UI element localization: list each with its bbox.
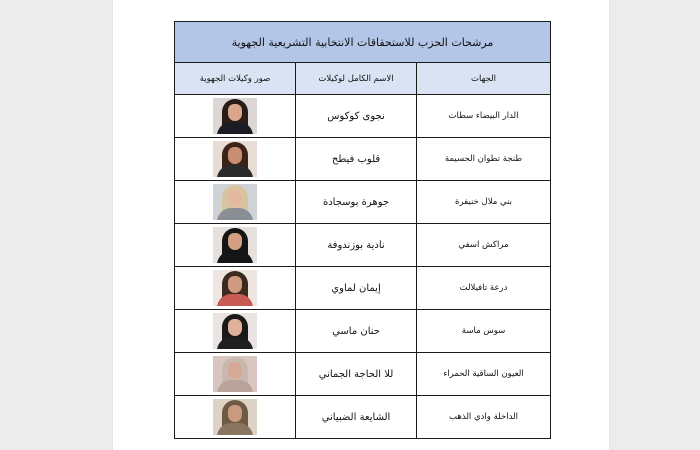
photo-face: [228, 190, 242, 207]
region-cell: سوس ماسة: [417, 310, 551, 353]
photo-cell: [175, 353, 296, 396]
region-cell: العيون الساقية الحمراء: [417, 353, 551, 396]
photo-face: [228, 276, 242, 293]
table-row: [175, 224, 551, 267]
photo-cell: [175, 95, 296, 138]
photo-face: [228, 104, 242, 121]
table-body: [175, 95, 551, 439]
photo-face: [228, 233, 242, 250]
table-row: [175, 353, 551, 396]
table-header-row: [175, 63, 551, 95]
name-cell: قلوب فيطح: [296, 138, 417, 181]
photo-cell: [175, 396, 296, 439]
name-cell: للا الحاجة الجماني: [296, 353, 417, 396]
table-title: مرشحات الحزب للاستحقاقات الانتخابية التشريعية الجهوية: [175, 22, 551, 63]
table-row: [175, 95, 551, 138]
name-cell: نجوى كوكوس: [296, 95, 417, 138]
table-row: [175, 267, 551, 310]
table-row: [175, 138, 551, 181]
table-row: [175, 310, 551, 353]
photo-face: [228, 362, 242, 379]
table-title-row: [175, 22, 551, 63]
name-cell: إيمان لماوي: [296, 267, 417, 310]
photo-cell: [175, 224, 296, 267]
region-cell: الداخلة وادي الذهب: [417, 396, 551, 439]
region-cell: طنجة تطوان الحسيمة: [417, 138, 551, 181]
photo-face: [228, 405, 242, 422]
header-region: الجهات: [417, 63, 551, 95]
table-row: [175, 396, 551, 439]
photo-face: [228, 147, 242, 164]
name-cell: حنان ماسي: [296, 310, 417, 353]
photo-cell: [175, 267, 296, 310]
photo-face: [228, 319, 242, 336]
candidates-table: [174, 21, 551, 439]
name-cell: الشايعة الضبياني: [296, 396, 417, 439]
region-cell: بني ملال خنيفرة: [417, 181, 551, 224]
region-cell: مراكش اسفي: [417, 224, 551, 267]
candidate-photo: [213, 313, 257, 349]
candidate-photo: [213, 141, 257, 177]
candidate-photo: [213, 184, 257, 220]
candidate-photo: [213, 356, 257, 392]
header-full-name: الاسم الكامل لوكيلات: [296, 63, 417, 95]
candidate-photo: [213, 399, 257, 435]
region-cell: درعة تافيلالت: [417, 267, 551, 310]
region-cell: الدار البيضاء سطات: [417, 95, 551, 138]
candidate-photo: [213, 227, 257, 263]
candidate-photo: [213, 98, 257, 134]
name-cell: جوهرة بوسجادة: [296, 181, 417, 224]
table-row: [175, 181, 551, 224]
candidate-photo: [213, 270, 257, 306]
photo-cell: [175, 181, 296, 224]
name-cell: نادية بوزندوفة: [296, 224, 417, 267]
header-photos: صور وكيلات الجهوية: [175, 63, 296, 95]
photo-cell: [175, 138, 296, 181]
photo-cell: [175, 310, 296, 353]
